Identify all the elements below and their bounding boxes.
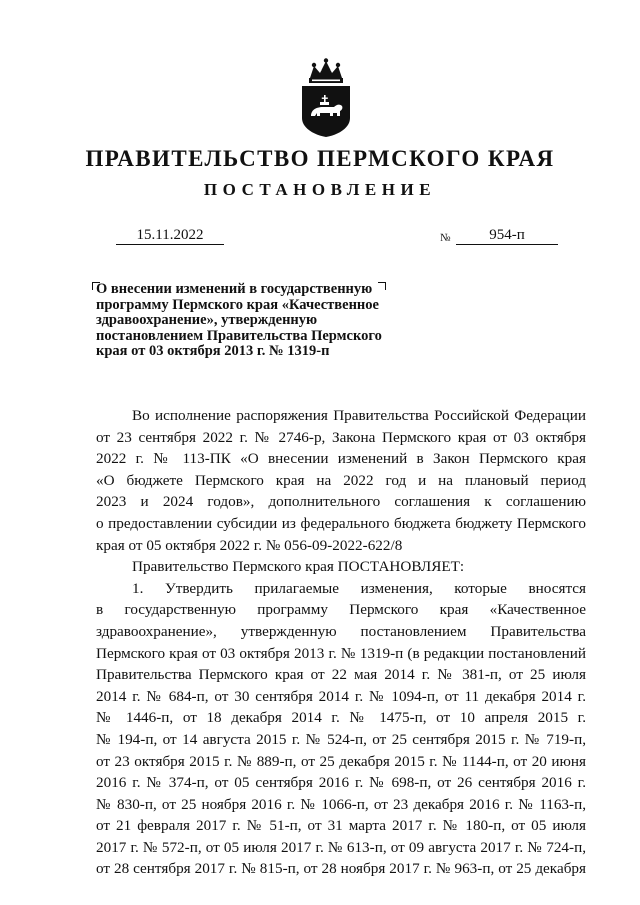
body-line: от 23 октября 2015 г. № 889-п, от 25 декабря 2015 г. № 1144-п, от 20 июня — [96, 752, 586, 770]
body-line: в государственную программу Пермского края «Качественное — [96, 601, 586, 619]
subject-line: О внесении изменений в государственную — [96, 281, 373, 297]
subject-line: здравоохранение», утвержденную — [96, 312, 318, 328]
body-line: № 1446-п, от 18 декабря 2014 г. № 1475-п, от 10 апреля 2015 г. — [96, 709, 586, 727]
body-line: 2014 г. № 684-п, от 30 сентября 2014 г. № 1094-п, от 11 декабря 2014 г. — [96, 687, 586, 705]
document-subject — [96, 282, 406, 360]
body-line: 2017 г. № 572-п, от 05 июля 2017 г. № 613-п, от 09 августа 2017 г. № 724-п, — [96, 838, 586, 856]
government-title: ПРАВИТЕЛЬСТВО ПЕРМСКОГО КРАЯ — [85, 146, 555, 171]
body-line: 1. Утвердить прилагаемые изменения, которые вносятся — [132, 579, 586, 597]
body-line: Правительства Пермского края от 22 мая 2014 г. № 381-п, от 25 июля — [96, 666, 586, 684]
body-line: 2023 и 2024 годов», дополнительного соглашения к соглашению — [96, 493, 586, 511]
coat-of-arms-icon — [296, 58, 356, 138]
body-line: о предоставлении субсидии из федерального бюджета бюджету Пермского — [96, 514, 586, 532]
body-line: Пермского края от 03 октября 2013 г. № 1319-п (в редакции постановлений — [96, 644, 586, 662]
body-line: Правительство Пермского края ПОСТАНОВЛЯЕТ: — [132, 558, 465, 576]
body-line: 2016 г. № 374-п, от 05 сентября 2016 г. № 698-п, от 26 сентября 2016 г. — [96, 774, 586, 792]
body-line: здравоохранение», утвержденную постановлением Правительства — [96, 622, 586, 640]
body-line: от 21 февраля 2017 г. № 51-п, от 31 марта 2017 г. № 180-п, от 05 июля — [96, 817, 586, 835]
document-number: 954-п — [456, 226, 558, 245]
paragraph-preamble — [96, 405, 586, 556]
paragraph-item-1 — [96, 578, 586, 880]
subject-line: постановлением Правительства Пермского — [96, 327, 382, 344]
body-line: 2022 г. № 113-ПК «О внесении изменений в Закон Пермского края — [96, 450, 586, 468]
subject-line: программу Пермского края «Качественное — [96, 296, 379, 313]
body-line: от 23 сентября 2022 г. № 2746-р, Закона Пермского края от 03 октября — [96, 428, 586, 446]
document-body — [96, 405, 586, 880]
body-line: края от 05 октября 2022 г. № 056-09-2022-622/8 — [96, 536, 403, 554]
body-line: Во исполнение распоряжения Правительства Российской Федерации — [132, 407, 586, 424]
body-line: «О бюджете Пермского края на 2022 год и на плановый период — [96, 471, 586, 489]
document-type: ПОСТАНОВЛЕНИЕ — [203, 180, 437, 199]
body-line: № 194-п, от 14 августа 2015 г. № 524-п, от 25 сентября 2015 г. № 719-п, — [96, 730, 586, 748]
document-date: 15.11.2022 — [116, 226, 224, 245]
paragraph-resolves — [96, 556, 586, 578]
body-line: № 830-п, от 25 ноября 2016 г. № 1066-п, от 23 декабря 2016 г. № 1163-п, — [96, 795, 586, 813]
subject-line: края от 03 октября 2013 г. № 1319-п — [96, 343, 330, 359]
body-line: от 28 сентября 2017 г. № 815-п, от 28 ноября 2017 г. № 963-п, от 25 декабря — [96, 860, 586, 878]
number-sign: № — [440, 232, 451, 244]
